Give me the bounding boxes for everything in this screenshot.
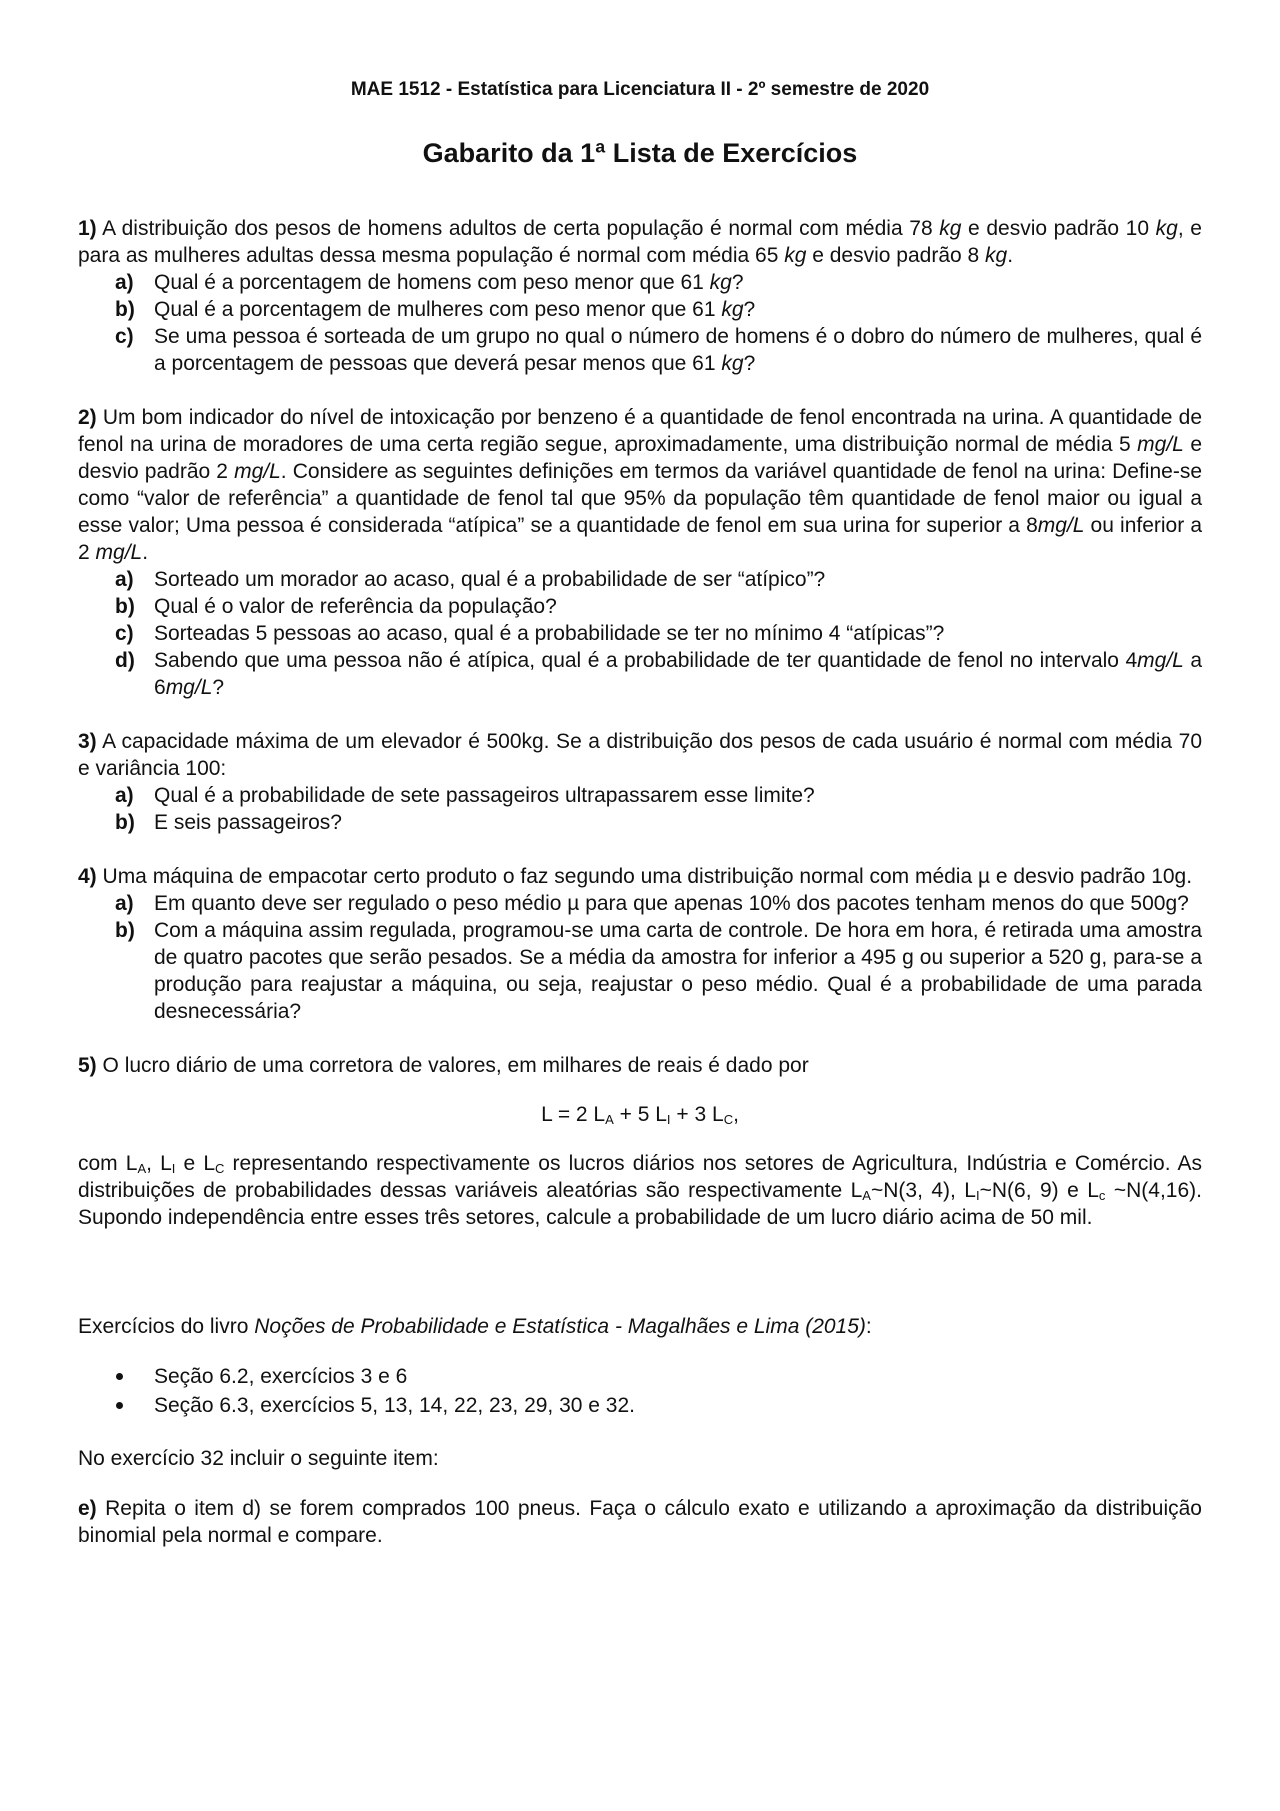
document-page	[78, 78, 1202, 1549]
item-a: a) Qual é a porcentagem de homens com peso menor que 61 kg?	[115, 271, 744, 294]
item-a: a) Sorteado um morador ao acaso, qual é a probabilidade de ser “atípico”?	[115, 568, 826, 591]
book-exercises	[78, 1313, 1202, 1420]
question-3-text: 3) A capacidade máxima de um elevador é 500kg. Se a distribuição dos pesos de cada usuário é normal com média 70 e variância 100:	[78, 730, 1202, 780]
question-4	[78, 863, 1202, 1025]
item-a: a) Qual é a probabilidade de sete passageiros ultrapassarem esse limite?	[115, 784, 815, 807]
profit-formula: L = 2 $L_A + 5$ $L_I + 3$ $L_C$,	[541, 1103, 739, 1127]
course-header: MAE 1512 - Estatística para Licenciatura II - 2º semestre de 2020	[350, 79, 930, 100]
item-d: d) Sabendo que uma pessoa não é atípica, qual é a probabilidade de ter quantidade de fenol no intervalo 4mg/L a 6mg/L?	[115, 649, 1203, 699]
list-item: Seção 6.3, exercícios 5, 13, 14, 22, 23, 29, 30 e 32.	[78, 1391, 1202, 1420]
question-1-items	[78, 269, 1202, 377]
question-2	[78, 404, 1202, 701]
question-number: 2)	[78, 406, 97, 429]
question-1	[78, 215, 1202, 377]
bullet-icon	[116, 1402, 123, 1409]
question-number: 4)	[78, 865, 97, 888]
question-4-items	[78, 890, 1202, 1025]
question-number: e)	[78, 1497, 97, 1520]
question-2-items	[78, 566, 1202, 701]
question-1-text: 1) A distribuição dos pesos de homens adultos de certa população é normal com média 78 kg e desvio padrão 10 kg, e para as mulheres adultas dessa mesma população é normal com média 65 kg e desvio padrão 8 kg.	[78, 217, 1202, 267]
extra-item-e: e) Repita o item d) se forem comprados 100 pneus. Faça o cálculo exato e utilizando a aproximação da distribuição binomial pela normal e compare.	[78, 1497, 1202, 1547]
question-2-text: 2) Um bom indicador do nível de intoxicação por benzeno é a quantidade de fenol encontrada na urina. A quantidade de fenol na urina de moradores de uma certa região segue, aproximadamente, uma distribuição normal de média 5 mg/L e desvio padrão 2 mg/L. Considere as seguintes definições em termos da variável quantidade de fenol na urina: Define-se como “valor de referência” a quantidade de fenol tal que 95% da população têm quantidade de fenol maior ou igual a esse valor; Uma pessoa é considerada “atípica” se a quantidade de fenol em sua urina for superior a 8mg/L ou inferior a 2 mg/L.	[78, 406, 1202, 564]
question-5-details: com $L_A$, $L_I$ e $L_C$ representando respectivamente os lucros diários nos setores de Agricultura, Indústria e Comércio. As distribuições de probabilidades dessas variáveis aleatórias são respectivamente $L_A\sim N(3$, 4), $L_I\sim N(6$, 9) e $L_c$ ~N(4,16). Supondo independência entre esses três setores, calcule a probabilidade de um lucro diário acima de 50 mil.	[78, 1152, 1202, 1229]
question-number: 1)	[78, 217, 97, 240]
item-b: b) Qual é a porcentagem de mulheres com peso menor que 61 kg?	[115, 298, 756, 321]
book-title: Noções de Probabilidade e Estatística - Magalhães e Lima (2015)	[254, 1315, 866, 1338]
question-number: 3)	[78, 730, 97, 753]
list-item: Seção 6.2, exercícios 3 e 6	[78, 1362, 1202, 1391]
question-number: 5)	[78, 1054, 97, 1077]
item-c: c) Sorteadas 5 pessoas ao acaso, qual é a probabilidade se ter no mínimo 4 “atípicas”?	[115, 622, 945, 645]
item-a: a) Em quanto deve ser regulado o peso médio µ para que apenas 10% dos pacotes tenham menos do que 500g?	[115, 892, 1189, 915]
item-b: b) Com a máquina assim regulada, programou-se uma carta de controle. De hora em hora, é retirada uma amostra de quatro pacotes que serão pesados. Se a média da amostra for inferior a 495 g ou superior a 520 g, para-se a produção para reajustar a máquina, ou seja, reajustar o peso médio. Qual é a probabilidade de uma parada desnecessária?	[115, 919, 1202, 1023]
book-exercise-list	[78, 1362, 1202, 1420]
bullet-icon	[116, 1373, 123, 1380]
question-5	[78, 1052, 1202, 1231]
item-c: c) Se uma pessoa é sorteada de um grupo no qual o número de homens é o dobro do número de mulheres, qual é a porcentagem de pessoas que deverá pesar menos que 61 kg?	[115, 325, 1202, 375]
item-b: b) E seis passageiros?	[115, 811, 342, 834]
page-title: Gabarito da 1ª Lista de Exercícios	[422, 138, 858, 168]
question-3-items	[78, 782, 1202, 836]
question-4-text: 4) Uma máquina de empacotar certo produto o faz segundo uma distribuição normal com média µ e desvio padrão 10g.	[78, 865, 1193, 888]
note-text: No exercício 32 incluir o seguinte item:	[78, 1447, 439, 1470]
item-b: b) Qual é o valor de referência da população?	[115, 595, 557, 618]
question-5-text: 5) O lucro diário de uma corretora de valores, em milhares de reais é dado por	[78, 1054, 809, 1077]
question-3	[78, 728, 1202, 836]
book-reference: Exercícios do livro Noções de Probabilidade e Estatística - Magalhães e Lima (2015):	[78, 1315, 872, 1338]
